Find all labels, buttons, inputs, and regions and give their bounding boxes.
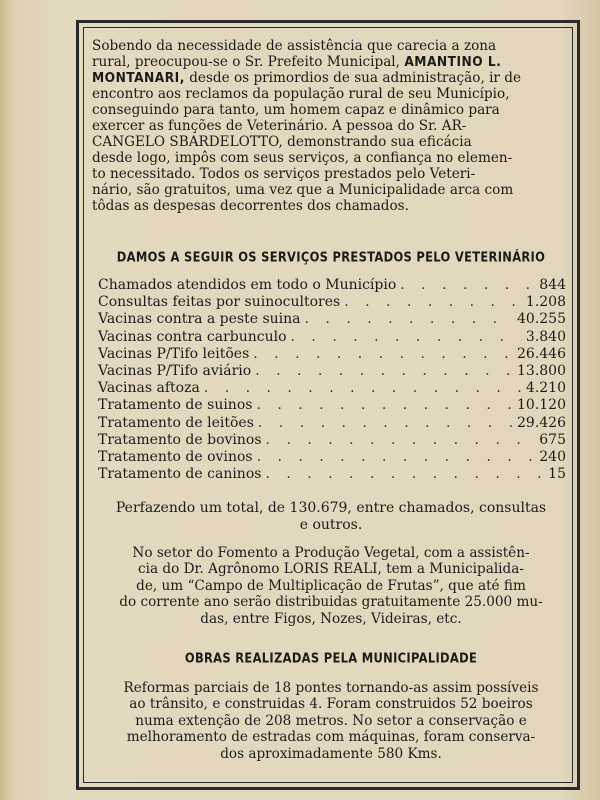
obras-line: Reformas parciais de 18 pontes tornando-as assim possíveis <box>123 680 539 696</box>
obras-line: numa extenção de 208 metros. No setor a conservação e <box>135 712 527 729</box>
intro-line <box>92 54 570 70</box>
service-label: Vacinas P/Tifo leitões <box>98 345 250 362</box>
obras-heading: OBRAS REALIZADAS PELA MUNICIPALIDADE <box>184 649 478 667</box>
prefeito-surname: MONTANARI, <box>92 70 185 86</box>
leader-dots <box>256 397 513 414</box>
service-label: Consultas feitas por suinocultores <box>98 294 341 311</box>
fomento-line: de, um “Campo de Multiplicação de Frutas”, que até fim <box>136 577 526 594</box>
service-label: Tratamento de ovinos <box>98 449 253 466</box>
leader-dots <box>265 466 544 483</box>
service-value: 844 <box>539 277 566 293</box>
service-value: 26.446 <box>517 345 566 362</box>
service-row <box>98 449 566 466</box>
service-label: Tratamento de suinos <box>98 397 253 414</box>
leader-dots <box>204 380 522 397</box>
service-value: 240 <box>539 449 566 466</box>
leader-dots <box>400 277 535 294</box>
service-value: 40.255 <box>517 311 566 328</box>
service-value: 10.120 <box>517 397 566 414</box>
service-row <box>98 466 566 483</box>
service-row <box>98 397 566 414</box>
fomento-line: das, entre Figos, Nozes, Videiras, etc. <box>200 610 462 627</box>
obras-line: dos aproximadamente 580 Kms. <box>220 745 442 762</box>
fomento-line: No setor do Fomento a Produção Vegetal, com a assistên- <box>132 545 530 561</box>
total-line: Perfazendo um total, de 130.679, entre chamados, consultas <box>115 500 547 516</box>
intro-line: tôdas as despesas decorrentes dos chamados. <box>92 198 409 214</box>
service-row <box>98 294 566 311</box>
total-line: e outros. <box>299 517 363 533</box>
leader-dots <box>291 329 522 346</box>
obras-paragraph <box>92 680 570 762</box>
service-label: Vacinas contra a peste suina <box>98 311 301 328</box>
service-label: Vacinas P/Tifo aviário <box>98 363 252 380</box>
leader-dots <box>255 363 513 380</box>
service-label: Tratamento de bovinos <box>98 431 262 448</box>
service-value: 29.426 <box>517 414 566 431</box>
intro-line: to necessitado. Todos os serviços prestados pelo Veteri- <box>92 166 476 182</box>
intro-line: desde logo, impôs com seus serviços, a confiança no elemen- <box>92 150 513 166</box>
intro-line: exercer as funções de Veterinário. A pessoa do Sr. AR- <box>92 118 467 134</box>
service-row <box>98 346 566 363</box>
service-row <box>98 415 566 432</box>
intro-line: Sobendo da necessidade de assistência que carecia a zona <box>92 38 497 54</box>
fomento-line: do corrente ano serão distribuidas gratuitamente 25.000 mu- <box>119 594 543 611</box>
services-list <box>98 277 566 483</box>
leader-dots <box>253 346 513 363</box>
service-row <box>98 363 566 380</box>
service-value: 15 <box>548 466 566 483</box>
service-row <box>98 380 566 397</box>
service-label: Vacinas contra carbunculo <box>98 328 287 345</box>
service-row <box>98 432 566 449</box>
obras-line: melhoramento de estradas com máquinas, foram conserva- <box>126 729 536 746</box>
services-heading: DAMOS A SEGUIR OS SERVIÇOS PRESTADOS PELO VETERINÁRIO <box>116 248 546 266</box>
service-label: Tratamento de caninos <box>98 466 262 483</box>
service-row <box>98 329 566 346</box>
leader-dots <box>257 449 536 466</box>
leader-dots <box>344 294 522 311</box>
prefeito-name: AMANTINO L. <box>404 54 502 70</box>
leader-dots <box>266 432 536 449</box>
fomento-line: cia do Dr. Agrônomo LORIS REALI, tem a Municipalida- <box>138 561 524 578</box>
fomento-paragraph <box>92 545 570 627</box>
intro-paragraph <box>92 38 570 214</box>
service-label: Chamados atendidos em todo o Município <box>98 277 397 293</box>
service-row <box>98 277 566 294</box>
leader-dots <box>258 415 513 432</box>
intro-line: CANGELO SBARDELOTTO, demonstrando sua eficácia <box>92 134 472 150</box>
service-value: 675 <box>539 431 566 448</box>
leader-dots <box>305 311 513 328</box>
service-label: Tratamento de leitões <box>98 414 254 431</box>
intro-text: desde os primordios de sua administração, ir de <box>189 70 521 86</box>
service-row <box>98 311 566 328</box>
service-label: Vacinas aftoza <box>98 380 200 397</box>
intro-line: conseguindo para tanto, um homem capaz e dinâmico para <box>92 102 500 118</box>
service-value: 3.840 <box>525 328 566 345</box>
intro-text: rural, preocupou-se o Sr. Prefeito Municipal, <box>92 54 400 70</box>
service-value: 13.800 <box>517 363 566 380</box>
service-value: 4.210 <box>525 380 566 397</box>
service-value: 1.208 <box>525 294 566 311</box>
intro-line <box>92 70 570 86</box>
intro-line: encontro aos reclamos da população rural de seu Município, <box>92 86 510 102</box>
total-paragraph <box>92 500 570 534</box>
obras-line: ao trânsito, e construidas 4. Foram construidos 52 boeiros <box>129 696 533 713</box>
intro-line: nário, são gratuitos, uma vez que a Municipalidade arca com <box>92 182 514 198</box>
